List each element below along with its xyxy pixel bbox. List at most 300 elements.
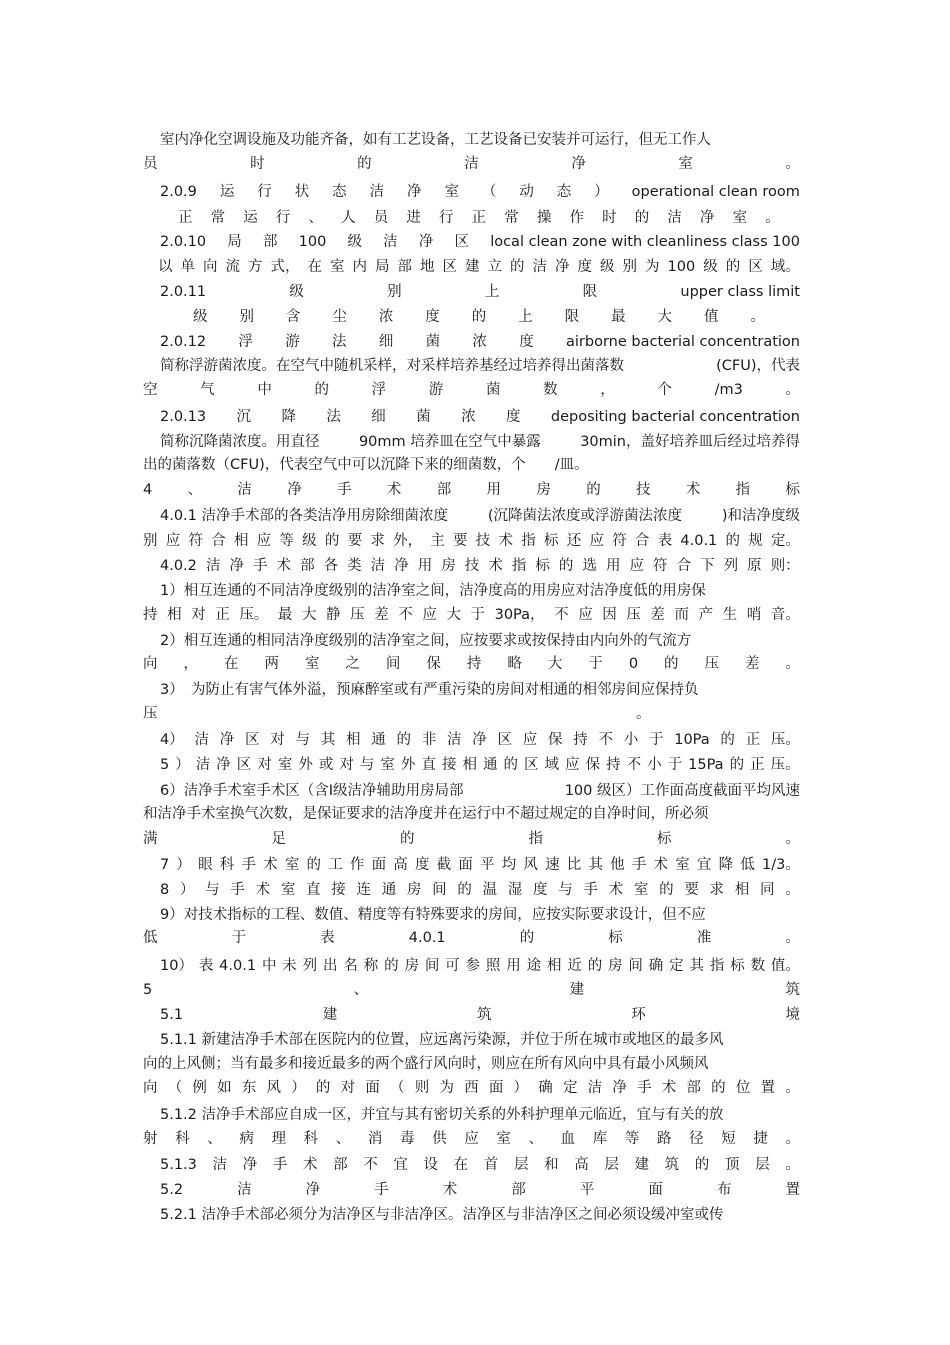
text-token: 大: [657, 309, 673, 325]
text-token: 湿: [507, 882, 523, 898]
text-token: 简称浮游菌浓度。在空气中随机采样，对采样培养基经过培养得出菌落数: [160, 358, 624, 374]
text-token: 可: [445, 958, 460, 974]
text-token: 洁: [237, 482, 252, 498]
text-token: 的: [558, 558, 574, 574]
text-token: 境: [785, 1007, 800, 1023]
text-token: 的: [634, 210, 650, 226]
text-token: 浮: [238, 334, 253, 350]
text-token: 建: [569, 982, 585, 998]
text-token: 的: [664, 656, 679, 672]
text-token: 符: [612, 533, 627, 549]
text-token: 。: [785, 882, 800, 898]
text-token: 洁: [587, 1080, 603, 1096]
text-token: 下: [700, 558, 715, 574]
text-token: 的: [586, 482, 601, 498]
text-token: 度: [577, 259, 592, 275]
text-token: 与: [295, 732, 310, 748]
text-token: 原: [747, 558, 762, 574]
text-token: 置: [785, 1182, 800, 1198]
text-token: ）: [179, 882, 195, 898]
text-token: 净: [472, 732, 487, 748]
text-token: 净: [555, 259, 570, 275]
text-token: 参: [465, 958, 481, 974]
text-token: 风: [523, 857, 538, 873]
text-token: 于: [648, 732, 664, 748]
text-token: 对: [257, 757, 272, 773]
text-token: 2.0.12: [160, 334, 207, 350]
text-token: 30Pa，: [494, 607, 545, 623]
text-token: 或: [318, 757, 334, 773]
text-token: 4.0.1: [219, 958, 257, 974]
text-token: 用: [417, 558, 433, 574]
text-token: 则：: [770, 558, 800, 574]
text-token: 。: [765, 210, 780, 226]
text-token: 。: [785, 656, 800, 672]
text-token: 区: [244, 732, 260, 748]
text-line: 室内净化空调设施及功能齐备，如有工艺设备，工艺设备已安装并可运行，但无工作人: [160, 132, 711, 148]
text-line: [160, 779, 800, 803]
text-token: 差: [745, 656, 760, 672]
text-token: 表: [657, 533, 673, 549]
text-token: 标: [543, 533, 559, 549]
text-line: 5.2.1 洁净手术部必须分为洁净区与非洁净区。洁净区与非洁净区之间必须设缓冲室或传: [160, 1207, 724, 1223]
text-token: 名: [343, 958, 358, 974]
text-token: 面: [458, 857, 473, 873]
text-line: [160, 878, 800, 902]
text-token: 沉: [236, 409, 252, 425]
text-token: 简称沉降菌浓度。用直径: [160, 434, 320, 450]
text-token: 如: [217, 1080, 232, 1096]
text-token: 布: [716, 1182, 732, 1198]
text-token: 、: [528, 1131, 543, 1147]
text-token: 的: [396, 732, 411, 748]
text-token: 术: [302, 1157, 318, 1173]
text-token: 术: [255, 882, 271, 898]
text-line: [160, 280, 800, 304]
text-token: 4.0.1: [408, 930, 446, 946]
text-token: 15Pa: [688, 757, 724, 773]
text-token: 尘: [332, 309, 347, 325]
text-token: 5.1.3: [160, 1157, 197, 1173]
text-token: 部: [686, 1080, 701, 1096]
text-line: [160, 853, 800, 877]
text-token: 洁: [194, 732, 209, 748]
text-token: 首: [483, 1157, 499, 1173]
text-token: 手: [374, 1182, 389, 1198]
text-token: 中: [261, 958, 277, 974]
text-token: 。: [785, 1080, 800, 1096]
text-token: 标: [535, 558, 550, 574]
text-token: 时: [602, 210, 617, 226]
text-token: 标: [657, 831, 672, 847]
text-token: 要: [453, 533, 468, 549]
text-token: 0: [628, 656, 639, 672]
text-token: 部: [333, 1157, 348, 1173]
text-token: operational clean room: [631, 184, 800, 200]
text-token: 层: [513, 1157, 529, 1173]
text-token: 术: [653, 857, 669, 873]
text-token: 大: [301, 607, 317, 623]
text-token: 4.0.1 洁净手术部的各类洁净用房除细菌浓度: [160, 508, 449, 524]
text-line: [160, 1178, 800, 1202]
text-token: 100 级区）工作面高度截面平均风速: [564, 783, 800, 799]
text-token: 对: [339, 757, 354, 773]
text-line: [160, 728, 800, 752]
text-line: 3） 为防止有害气体外溢，预麻醉室或有严重污染的房间对相通的相邻房间应保持负: [160, 682, 699, 698]
text-token: 相: [167, 607, 182, 623]
text-token: 符: [188, 533, 203, 549]
text-token: 类: [347, 558, 362, 574]
text-token: 的: [384, 958, 399, 974]
text-token: 小: [647, 757, 662, 773]
text-token: 游: [285, 334, 300, 350]
text-token: 净: [418, 234, 434, 250]
text-token: ）: [513, 1080, 529, 1096]
text-token: 度: [519, 334, 534, 350]
text-token: 浓: [461, 409, 476, 425]
text-token: 列: [723, 558, 739, 574]
text-token: 平: [480, 857, 495, 873]
text-token: 室: [678, 156, 693, 172]
text-token: 途: [526, 958, 542, 974]
text-token: 路: [657, 1131, 672, 1147]
text-token: 低: [740, 857, 755, 873]
text-token: 手: [272, 1157, 288, 1173]
text-token: 域。: [770, 259, 800, 275]
text-token: 级: [289, 284, 304, 300]
text-token: 的: [510, 259, 525, 275]
text-token: 房: [536, 482, 551, 498]
text-token: 接: [331, 882, 346, 898]
text-token: 为: [439, 1080, 454, 1096]
text-token: 应: [464, 1131, 479, 1147]
text-token: 为: [645, 259, 660, 275]
text-token: 区: [497, 732, 512, 748]
text-token: 。: [750, 309, 765, 325]
text-token: 的: [711, 1080, 726, 1096]
text-token: 洁: [369, 184, 385, 200]
text-token: 压。: [770, 757, 800, 773]
text-token: 直: [421, 757, 436, 773]
text-token: 和: [544, 1157, 559, 1173]
text-token: 上: [484, 284, 500, 300]
text-token: 选: [582, 558, 597, 574]
text-token: 值: [703, 309, 719, 325]
text-token: 地: [420, 259, 435, 275]
text-token: 用: [605, 558, 621, 574]
text-token: 手: [631, 857, 647, 873]
text-token: ）: [176, 857, 191, 873]
text-token: 正: [745, 732, 761, 748]
text-line: [160, 405, 800, 429]
text-token: 的: [471, 309, 487, 325]
text-token: 区: [748, 259, 763, 275]
text-token: 洁: [383, 234, 398, 250]
text-token: 向: [143, 656, 158, 672]
text-token: 相: [233, 533, 249, 549]
text-token: 的: [324, 533, 340, 549]
text-line: 2）相互连通的相同洁净度级别的洁净室之间，应按要求或按保持由内向外的气流方: [160, 633, 692, 649]
text-token: 进: [406, 210, 421, 226]
text-token: 作: [349, 857, 365, 873]
text-token: 于: [667, 757, 683, 773]
text-token: 符: [653, 558, 668, 574]
text-token: 与: [359, 757, 375, 773]
text-token: 温: [482, 882, 498, 898]
text-token: 对: [270, 732, 285, 748]
text-token: 室: [732, 210, 748, 226]
text-token: 的: [306, 857, 322, 873]
text-token: 的: [720, 732, 735, 748]
text-token: 截: [436, 857, 452, 873]
text-line: [178, 206, 780, 230]
text-token: 净: [242, 1157, 258, 1173]
text-token: 部: [262, 234, 278, 250]
text-token: 的: [457, 882, 472, 898]
text-token: 科: [175, 1131, 190, 1147]
text-token: 法: [332, 334, 347, 350]
text-token: 上: [518, 309, 533, 325]
text-token: 满: [143, 831, 158, 847]
text-token: 员: [373, 210, 389, 226]
text-token: 面: [488, 1080, 504, 1096]
text-line: [160, 504, 800, 528]
text-token: 1/3。: [761, 857, 800, 873]
text-token: 洁: [212, 1157, 228, 1173]
text-line: [143, 603, 800, 627]
text-token: 指: [528, 831, 543, 847]
text-token: 净: [229, 558, 244, 574]
text-token: 用: [486, 482, 502, 498]
text-line: [143, 1076, 800, 1100]
text-token: 还: [566, 533, 582, 549]
text-token: 称: [363, 958, 379, 974]
text-token: 准: [696, 930, 712, 946]
text-token: 持: [573, 732, 588, 748]
text-token: 级: [703, 259, 718, 275]
text-token: 5: [160, 757, 170, 773]
text-token: 浓: [472, 334, 487, 350]
text-token: 低: [143, 930, 158, 946]
text-token: 压: [626, 607, 641, 623]
text-token: 照: [485, 958, 501, 974]
text-token: 级: [302, 533, 317, 549]
text-token: 手: [241, 857, 256, 873]
text-token: 建: [322, 1007, 338, 1023]
text-token: 。: [785, 930, 800, 946]
text-token: 直: [306, 882, 321, 898]
text-token: 求: [709, 882, 725, 898]
text-line: [143, 378, 800, 402]
text-token: 。: [785, 1157, 800, 1173]
text-token: 90mm 培养皿在空气中暴露: [358, 434, 541, 450]
text-token: 层: [604, 1157, 619, 1173]
text-token: 。: [785, 382, 800, 398]
text-token: 气: [200, 382, 215, 398]
text-token: 哨: [746, 607, 762, 623]
text-token: 常: [210, 210, 226, 226]
text-token: 他: [610, 857, 625, 873]
text-token: 的: [357, 156, 372, 172]
text-token: 于: [588, 656, 603, 672]
text-token: 于: [231, 930, 247, 946]
text-token: 4.0.1: [680, 533, 718, 549]
text-token: 室: [330, 259, 345, 275]
text-token: 降: [718, 857, 734, 873]
text-token: 正: [750, 757, 765, 773]
text-token: 音。: [770, 607, 800, 623]
text-token: 标: [608, 930, 623, 946]
text-token: 指: [521, 533, 536, 549]
text-line: 出的菌落数（CFU)，代表空气中可以沉降下来的细菌数，个 /皿。: [143, 457, 589, 473]
text-token: 指: [709, 958, 725, 974]
text-token: 含: [285, 309, 301, 325]
text-token: 菌: [425, 334, 441, 350]
text-token: 10）: [160, 958, 193, 974]
text-token: 标: [785, 482, 800, 498]
text-token: 房: [441, 558, 456, 574]
text-token: ）: [175, 757, 190, 773]
text-token: 级: [347, 234, 362, 250]
text-token: 在: [223, 656, 239, 672]
text-token: 的: [503, 757, 518, 773]
text-token: 环: [631, 1007, 646, 1023]
text-token: 空: [143, 382, 158, 398]
text-token: 与: [205, 882, 220, 898]
text-token: )和洁净度级: [721, 508, 800, 524]
text-token: 、: [187, 482, 203, 498]
text-token: 西: [464, 1080, 479, 1096]
text-line: [160, 753, 800, 777]
text-token: 运: [219, 184, 235, 200]
text-token: 置: [760, 1080, 776, 1096]
text-token: 接: [441, 757, 457, 773]
text-token: 射: [143, 1131, 158, 1147]
text-token: 定。: [771, 533, 800, 549]
text-token: 2.0.11: [160, 284, 207, 300]
text-token: 区: [524, 757, 539, 773]
text-token: 筑: [664, 1157, 680, 1173]
text-token: 对: [191, 607, 206, 623]
text-token: 科: [303, 1131, 319, 1147]
text-token: 净: [287, 482, 302, 498]
text-token: 其: [320, 732, 336, 748]
text-token: 术: [386, 482, 402, 498]
text-token: 6）洁净手术室手术区（含Ⅰ级洁净辅助用房局部: [160, 783, 464, 799]
text-token: 室: [280, 882, 296, 898]
text-token: 不: [626, 757, 642, 773]
text-token: 域: [544, 757, 560, 773]
text-token: 4）: [160, 732, 184, 748]
text-token: 指: [511, 558, 527, 574]
text-token: 、: [353, 982, 369, 998]
text-token: 别: [239, 309, 254, 325]
text-token: 技: [475, 533, 491, 549]
text-token: 比: [566, 857, 582, 873]
text-token: 净: [394, 558, 409, 574]
text-token: 持: [606, 757, 621, 773]
text-token: 净: [612, 1080, 627, 1096]
text-token: 的: [659, 882, 674, 898]
text-token: 压。: [770, 732, 800, 748]
text-token: 。: [785, 156, 800, 172]
text-token: 连: [356, 882, 371, 898]
text-token: 通: [482, 757, 498, 773]
text-token: 则: [414, 1080, 430, 1096]
text-token: 的: [587, 958, 603, 974]
text-token: 高: [574, 1157, 589, 1173]
text-line: [143, 926, 800, 950]
text-token: 的: [314, 382, 329, 398]
text-token: 术: [442, 1182, 458, 1198]
text-token: 间: [385, 656, 401, 672]
text-token: 100: [298, 234, 327, 250]
text-line: [160, 1153, 800, 1177]
text-token: 菌: [416, 409, 431, 425]
text-token: 径: [689, 1131, 704, 1147]
text-token: 在: [307, 259, 322, 275]
text-token: 应: [589, 533, 604, 549]
text-token: 位: [735, 1080, 751, 1096]
text-token: 风: [266, 1080, 282, 1096]
text-token: 洁: [667, 210, 682, 226]
text-token: 手: [253, 558, 268, 574]
text-token: 理: [271, 1131, 286, 1147]
text-token: 定: [562, 1080, 578, 1096]
text-token: 小: [623, 732, 639, 748]
text-token: 近: [567, 958, 582, 974]
text-token: 合: [634, 533, 650, 549]
text-token: 毒: [400, 1131, 415, 1147]
text-token: 。: [785, 831, 800, 847]
text-line: [143, 529, 800, 553]
text-token: 2.0.10: [160, 234, 207, 250]
text-token: 100: [667, 259, 696, 275]
text-token: 宜: [696, 857, 712, 873]
text-token: 表: [198, 958, 214, 974]
text-token: 时: [250, 156, 265, 172]
text-token: 净: [571, 156, 586, 172]
text-token: 洁: [446, 732, 462, 748]
text-token: 的: [729, 757, 745, 773]
text-token: 度: [414, 857, 430, 873]
text-token: 的: [400, 831, 415, 847]
text-token: 、: [308, 210, 323, 226]
text-token: 层: [755, 1157, 770, 1173]
text-token: 要: [684, 882, 699, 898]
text-token: 常: [504, 210, 519, 226]
text-token: 应: [256, 533, 272, 549]
text-token: 持: [466, 656, 482, 672]
text-token: /m3: [714, 382, 743, 398]
text-token: 的: [694, 1157, 710, 1173]
text-token: 人: [341, 210, 356, 226]
text-token: 级: [600, 259, 615, 275]
text-token: 非: [421, 732, 437, 748]
text-token: 降: [281, 409, 296, 425]
text-token: 浮: [371, 382, 387, 398]
text-token: 正: [215, 607, 230, 623]
text-line: [158, 255, 800, 279]
text-token: 列: [302, 958, 318, 974]
text-token: 级: [193, 309, 208, 325]
text-token: (沉降菌法浓度或浮游菌法浓度: [487, 508, 682, 524]
text-token: 生: [722, 607, 738, 623]
text-line: [160, 954, 800, 978]
text-token: 别: [387, 284, 402, 300]
text-token: （: [390, 1080, 405, 1096]
text-token: 值。: [770, 958, 800, 974]
